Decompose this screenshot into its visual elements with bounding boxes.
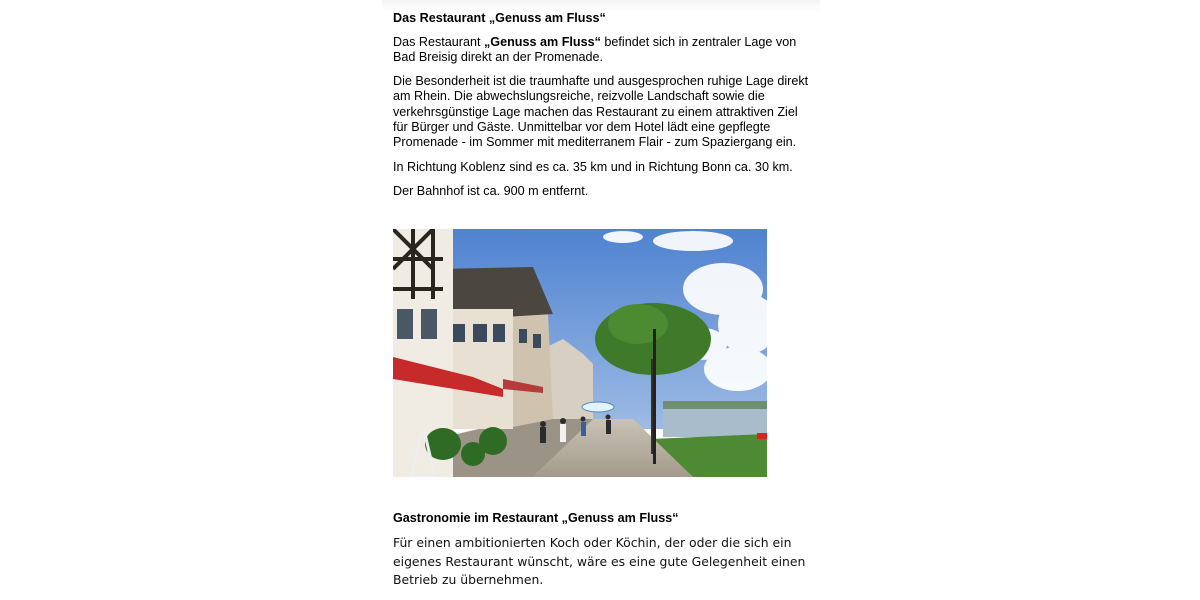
gastronomy-paragraph: Für einen ambitionierten Koch oder Köchin, der oder die sich ein eigenes Restaurant wünscht, wäre es eine gute Gelegenheit einen Betrieb zu übernehmen. — [393, 535, 806, 587]
special-location-paragraph: Die Besonderheit ist die traumhafte und ausgesprochen ruhige Lage direkt am Rhein. Die abwechslungsreiche, reizvolle Landschaft sowie die verkehrsgünstige Lage machen das Restaurant zu einem attraktiven Ziel für Bürger und Gäste. Unmittelbar vor dem Hotel lädt eine gepflegte Promenade - im Sommer mit mediterranem Flair - zum Spaziergang ein. — [393, 73, 809, 150]
document-body — [393, 10, 813, 200]
red-sign — [757, 433, 767, 439]
intro-prefix: Das Restaurant — [393, 35, 484, 49]
lamp-post — [653, 329, 656, 464]
parasol — [582, 402, 614, 412]
river — [663, 407, 767, 437]
distance-paragraph: In Richtung Koblenz sind es ca. 35 km und in Richtung Bonn ca. 30 km. — [393, 159, 793, 174]
far-bank — [663, 401, 767, 409]
gastronomy-heading: Gastronomie im Restaurant „Genuss am Fluss“ — [393, 511, 679, 525]
restaurant-name: „Genuss am Fluss“ — [484, 35, 601, 49]
promenade-photo — [393, 229, 767, 477]
intro-paragraph — [393, 35, 813, 66]
intro-suffix: befindet sich in zentraler Lage von Bad Breisig direkt an der Promenade. — [393, 35, 797, 65]
document-title: Das Restaurant „Genuss am Fluss“ — [393, 11, 606, 25]
tree-crown-2 — [608, 304, 668, 344]
station-paragraph: Der Bahnhof ist ca. 900 m entfernt. — [393, 184, 589, 199]
